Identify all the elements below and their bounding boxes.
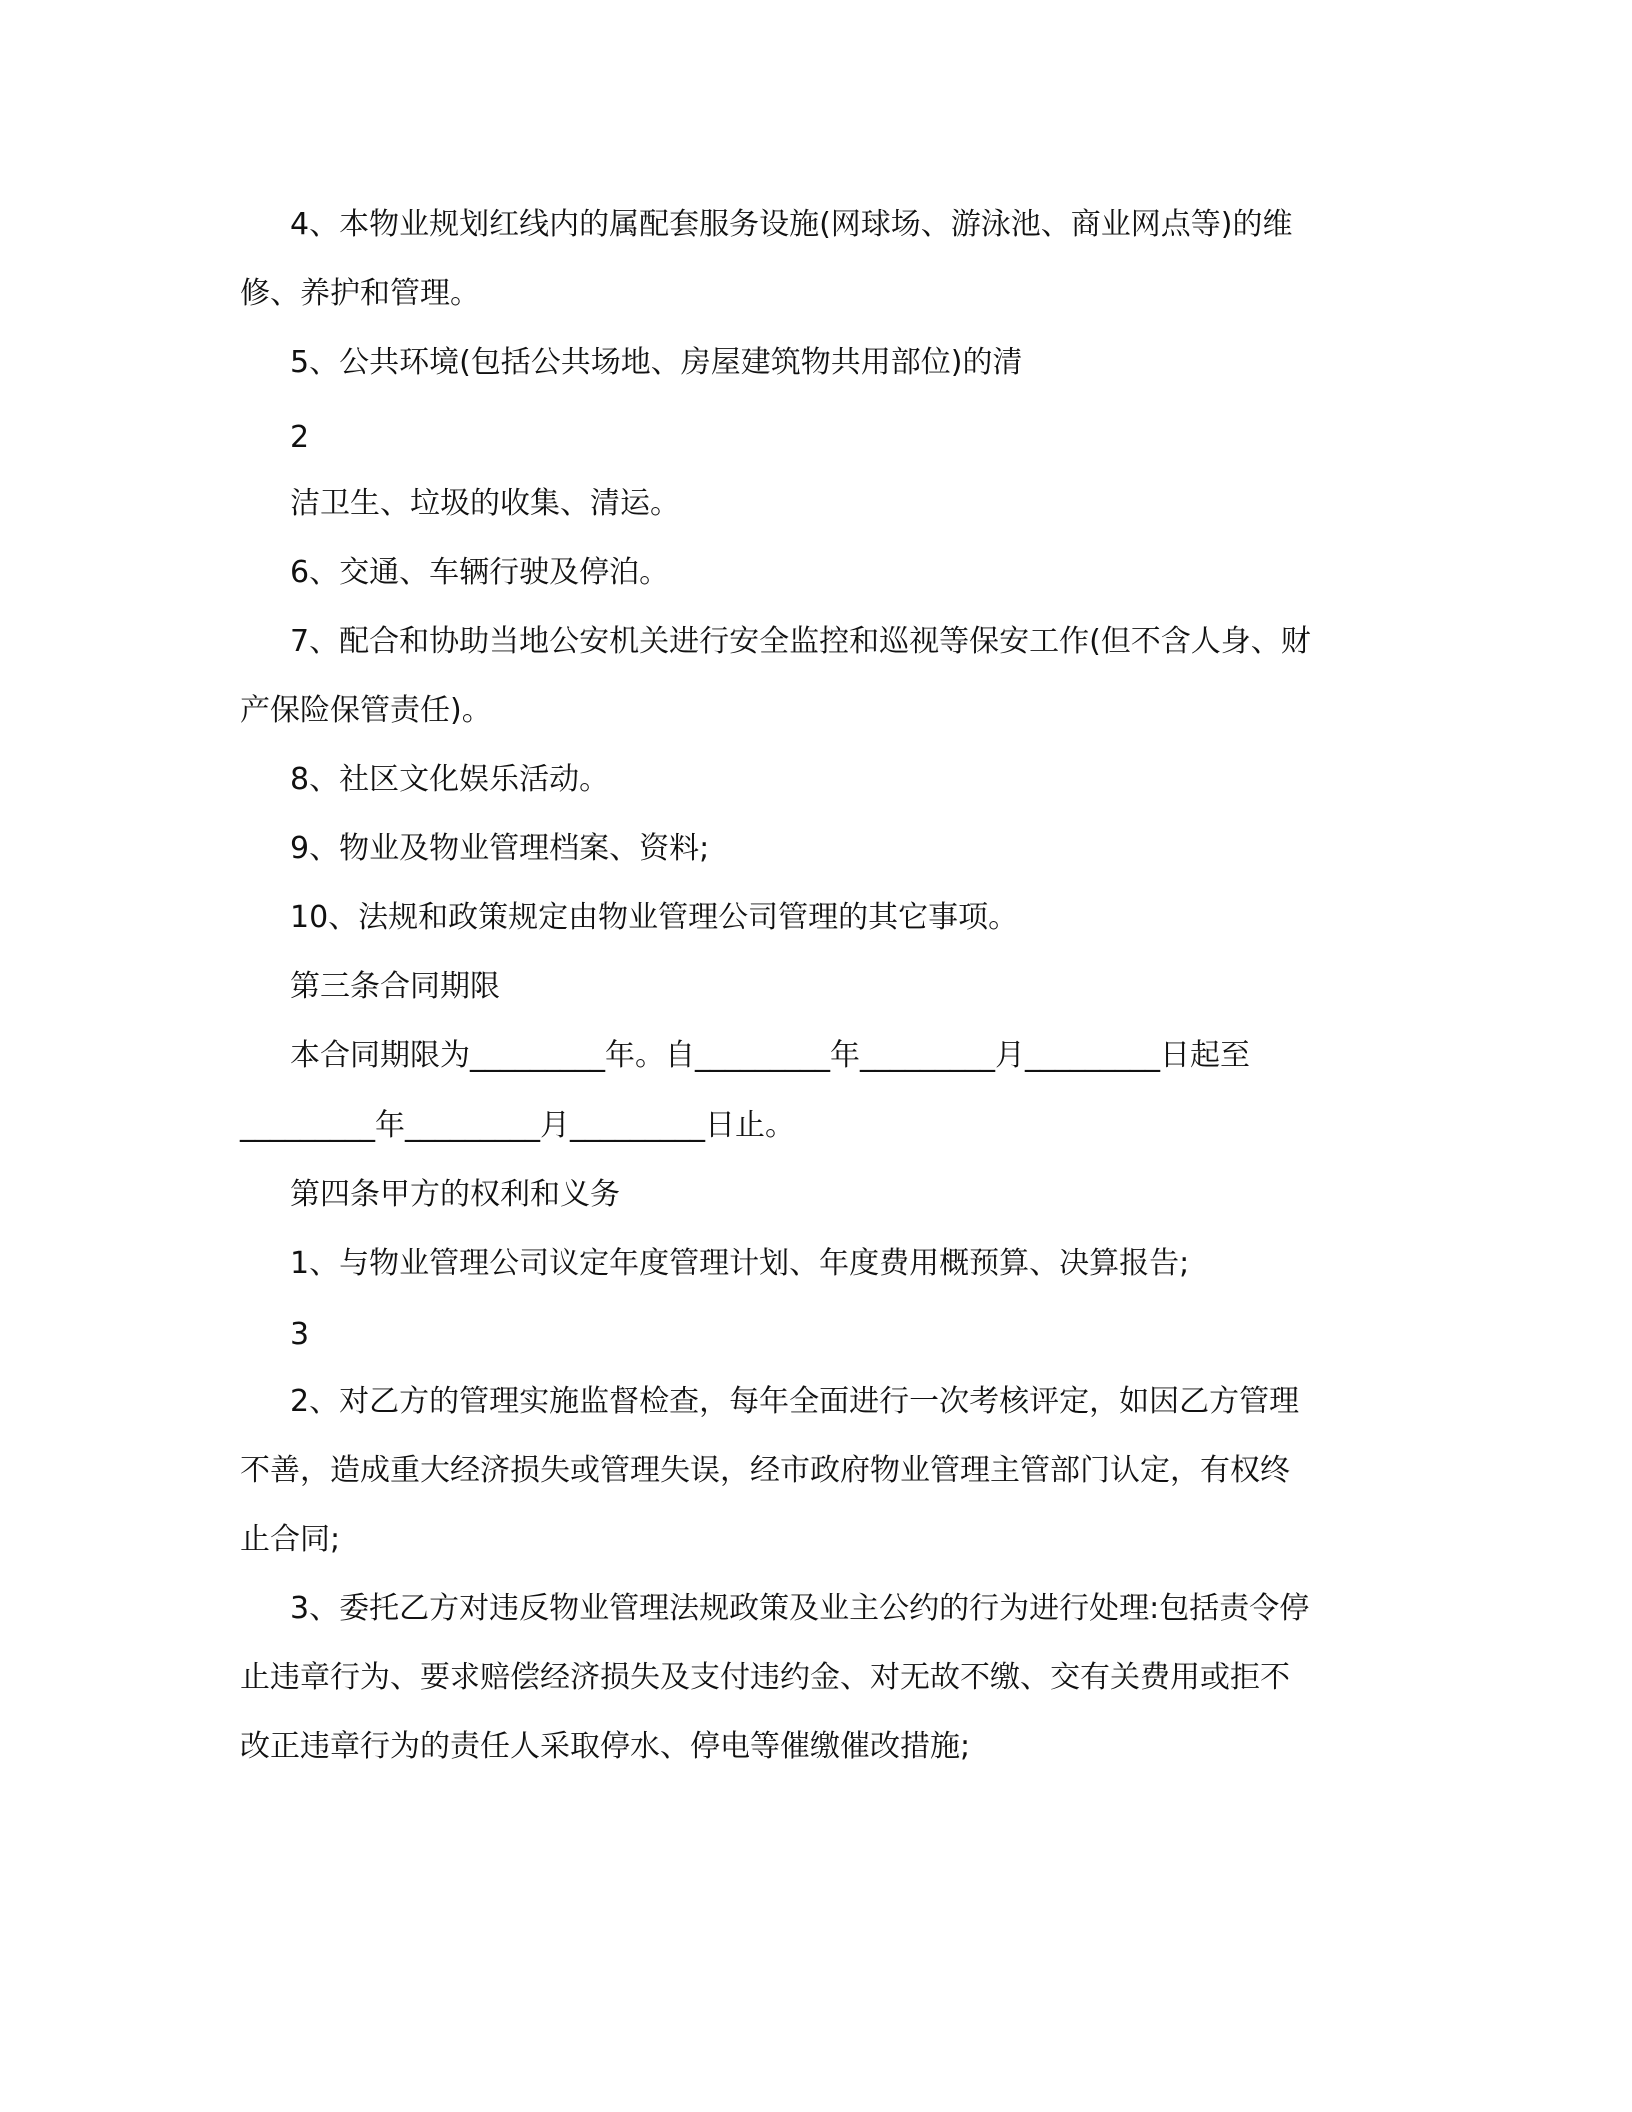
- paragraph-line: 洁卫生、垃圾的收集、清运。: [290, 486, 680, 521]
- paragraph-line: 止合同;: [240, 1522, 341, 1557]
- page-number: 2: [290, 420, 310, 455]
- paragraph-line: _________年_________月_________日止。: [240, 1108, 795, 1143]
- paragraph-line: 不善，造成重大经济损失或管理失误，经市政府物业管理主管部门认定，有权终: [240, 1453, 1290, 1488]
- section-heading: 第四条甲方的权利和义务: [290, 1177, 620, 1212]
- paragraph-line: 本合同期限为_________年。自_________年_________月_________日起至: [290, 1038, 1250, 1073]
- paragraph-line: 1、与物业管理公司议定年度管理计划、年度费用概预算、决算报告;: [290, 1246, 1190, 1281]
- paragraph-line: 4、本物业规划红线内的属配套服务设施(网球场、游泳池、商业网点等)的维: [290, 207, 1293, 242]
- paragraph-line: 5、公共环境(包括公共场地、房屋建筑物共用部位)的清: [290, 345, 1023, 380]
- paragraph-line: 2、对乙方的管理实施监督检查，每年全面进行一次考核评定，如因乙方管理: [290, 1384, 1300, 1419]
- paragraph-line: 9、物业及物业管理档案、资料;: [290, 831, 710, 866]
- paragraph-line: 修、养护和管理。: [240, 276, 480, 311]
- paragraph-line: 10、法规和政策规定由物业管理公司管理的其它事项。: [290, 900, 1019, 935]
- paragraph-line: 止违章行为、要求赔偿经济损失及支付违约金、对无故不缴、交有关费用或拒不: [240, 1660, 1290, 1695]
- paragraph-line: 7、配合和协助当地公安机关进行安全监控和巡视等保安工作(但不含人身、财: [290, 624, 1311, 659]
- paragraph-line: 6、交通、车辆行驶及停泊。: [290, 555, 670, 590]
- paragraph-line: 3、委托乙方对违反物业管理法规政策及业主公约的行为进行处理:包括责令停: [290, 1591, 1310, 1626]
- paragraph-line: 8、社区文化娱乐活动。: [290, 762, 610, 797]
- paragraph-line: 改正违章行为的责任人采取停水、停电等催缴催改措施;: [240, 1729, 971, 1764]
- section-heading: 第三条合同期限: [290, 969, 500, 1004]
- paragraph-line: 产保险保管责任)。: [240, 693, 492, 728]
- page-number: 3: [290, 1317, 310, 1352]
